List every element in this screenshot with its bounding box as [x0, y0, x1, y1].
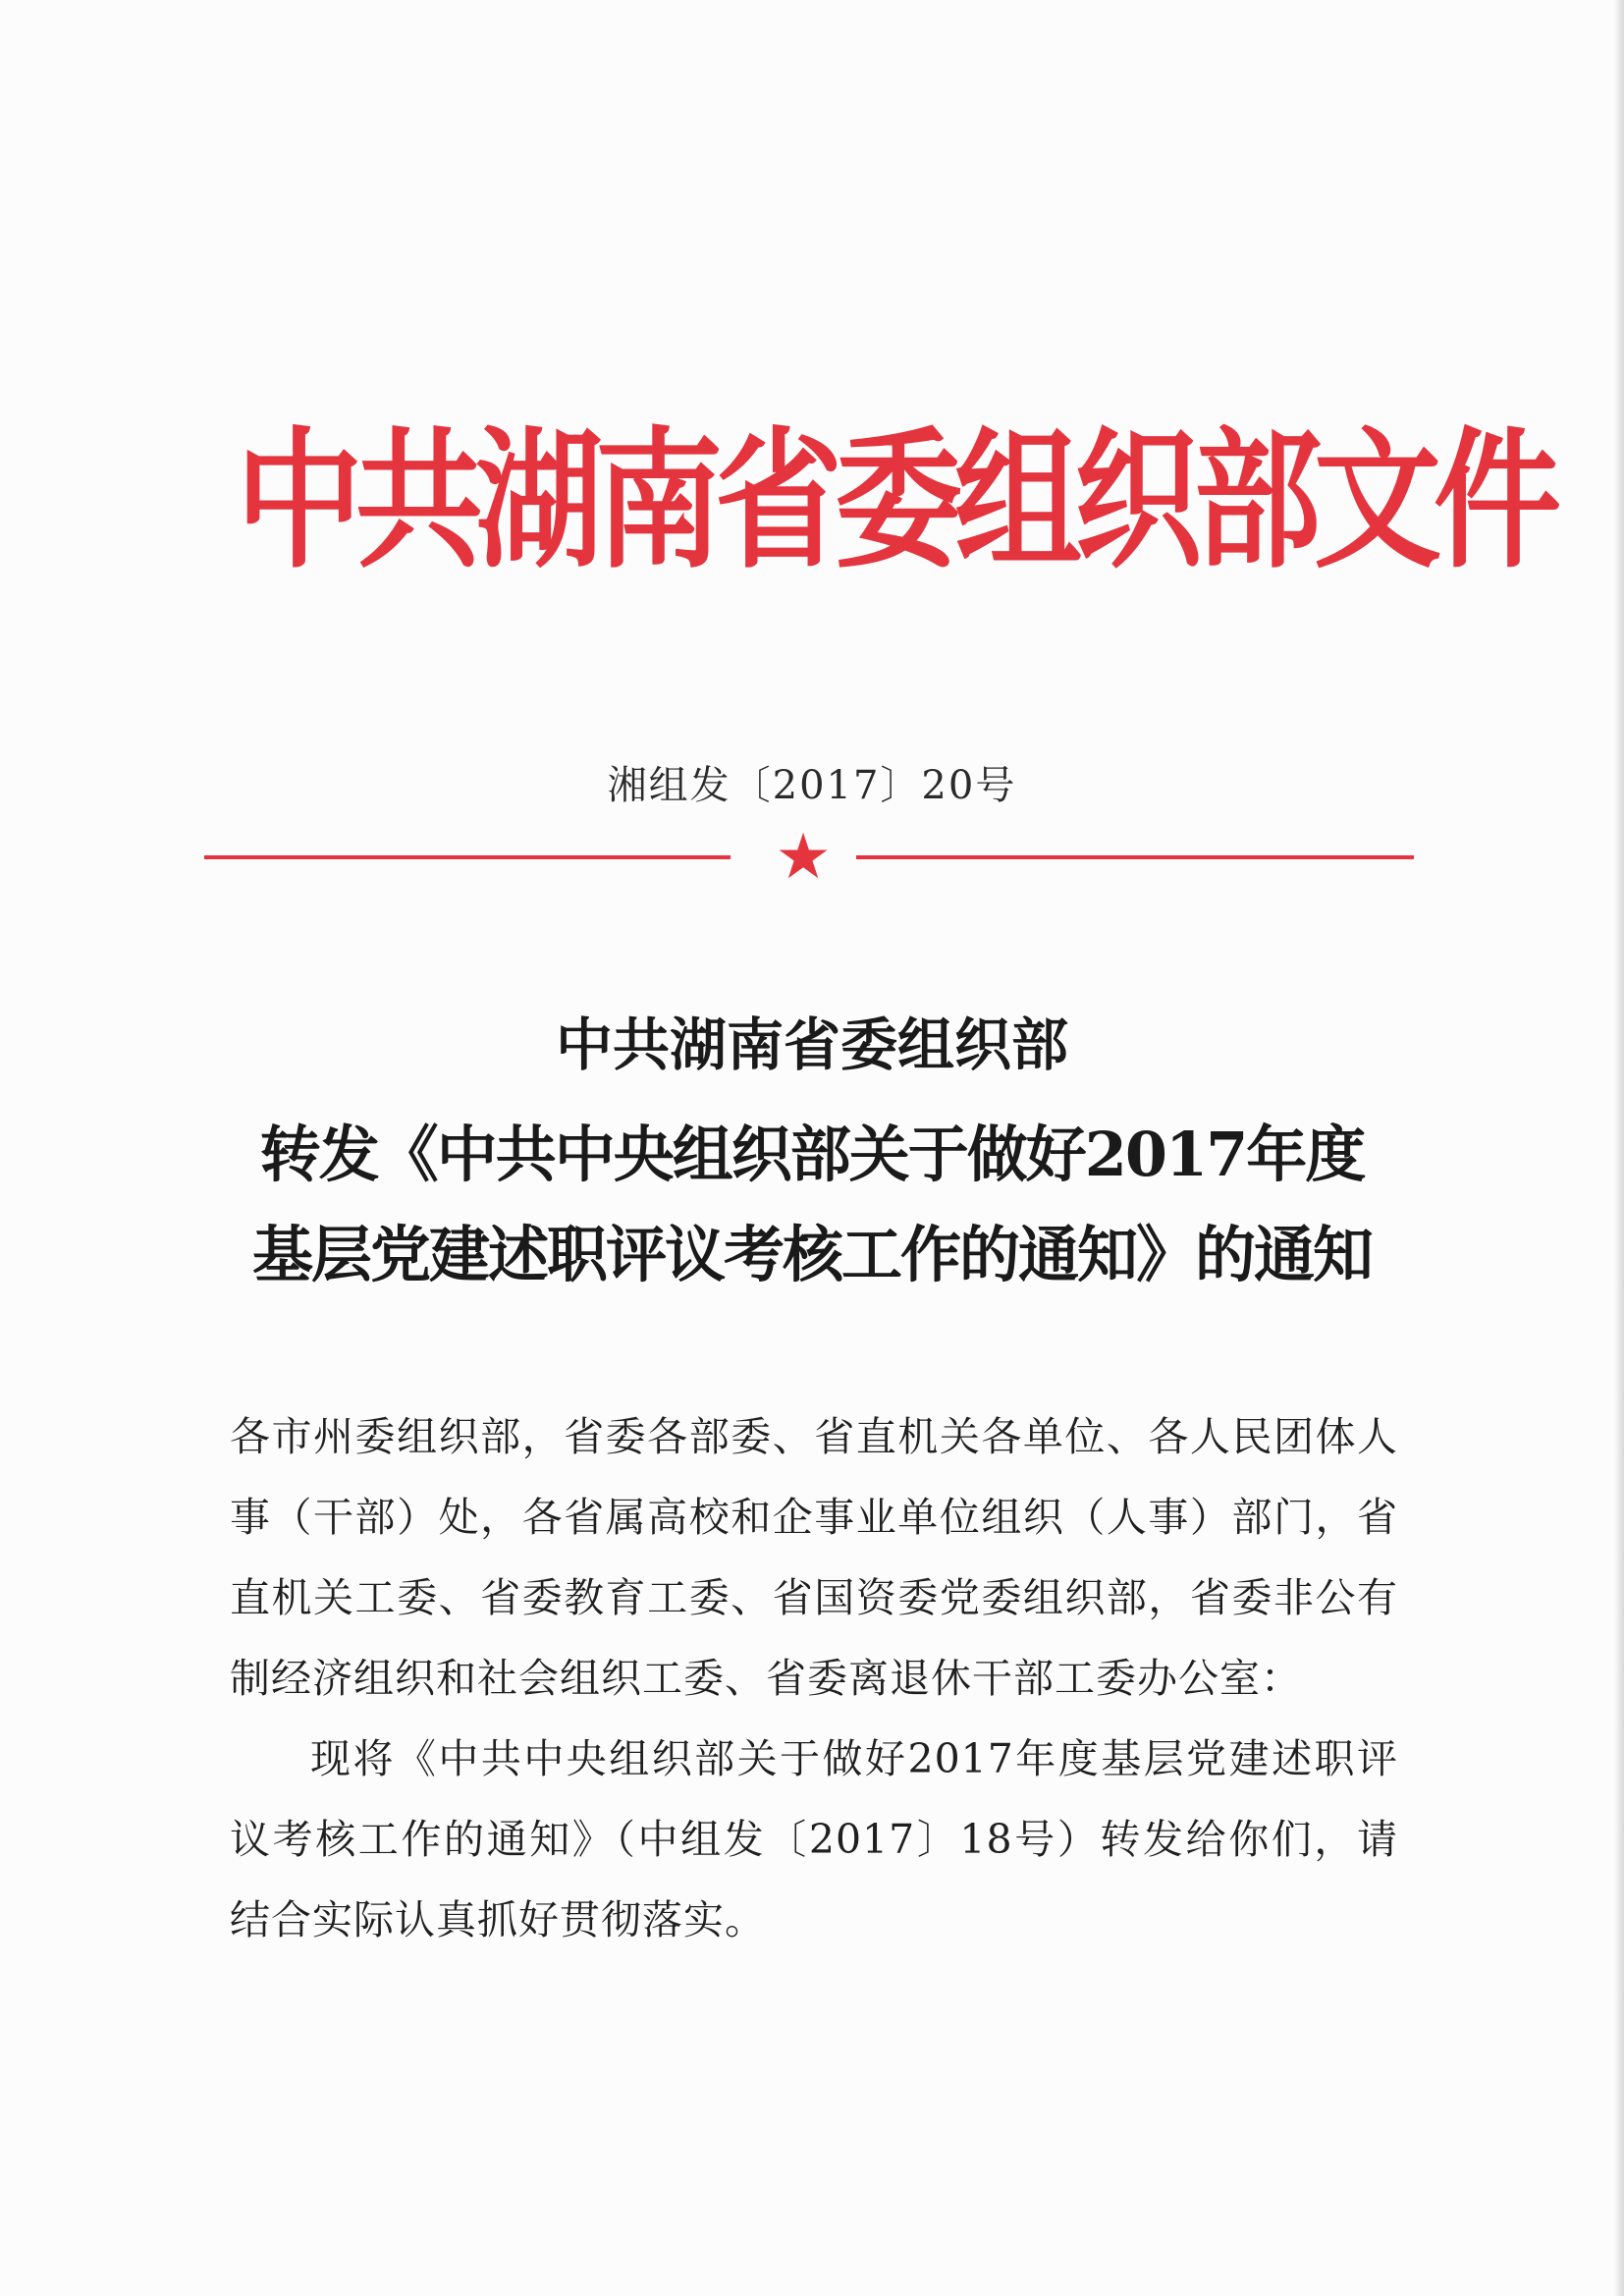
document-body	[230, 1396, 1398, 1960]
body-paragraph: 现将《中共中央组织部关于做好2017年度基层党建述职评议考核工作的通知》（中组发〔2017〕18号）转发给你们，请结合实际认真抓好贯彻落实。	[230, 1735, 1398, 1943]
star-icon: ★	[775, 821, 832, 894]
title-line-subject-2: 基层党建述职评议考核工作的通知》的通知	[251, 1219, 1372, 1290]
red-divider	[204, 823, 1414, 892]
divider-rule-left	[204, 855, 731, 859]
document-number: 湘组发〔2017〕20号	[607, 763, 1017, 808]
divider-rule-right	[856, 855, 1414, 859]
addressee-list: 各市州委组织部，省委各部委、省直机关各单位、各人民团体人事（干部）处，各省属高校和企事业单位组织（人事）部门，省直机关工委、省委教育工委、省国资委党委组织部，省委非公有制经济组织和社会组织工委、省委离退休干部工委办公室：	[230, 1413, 1398, 1702]
title-line-subject-1: 转发《中共中央组织部关于做好2017年度	[259, 1119, 1365, 1190]
issuing-authority-header: 中共湖南省委组织部文件	[236, 412, 1554, 589]
title-line-issuer: 中共湖南省委组织部	[555, 1011, 1068, 1078]
document-title	[0, 1004, 1624, 1304]
